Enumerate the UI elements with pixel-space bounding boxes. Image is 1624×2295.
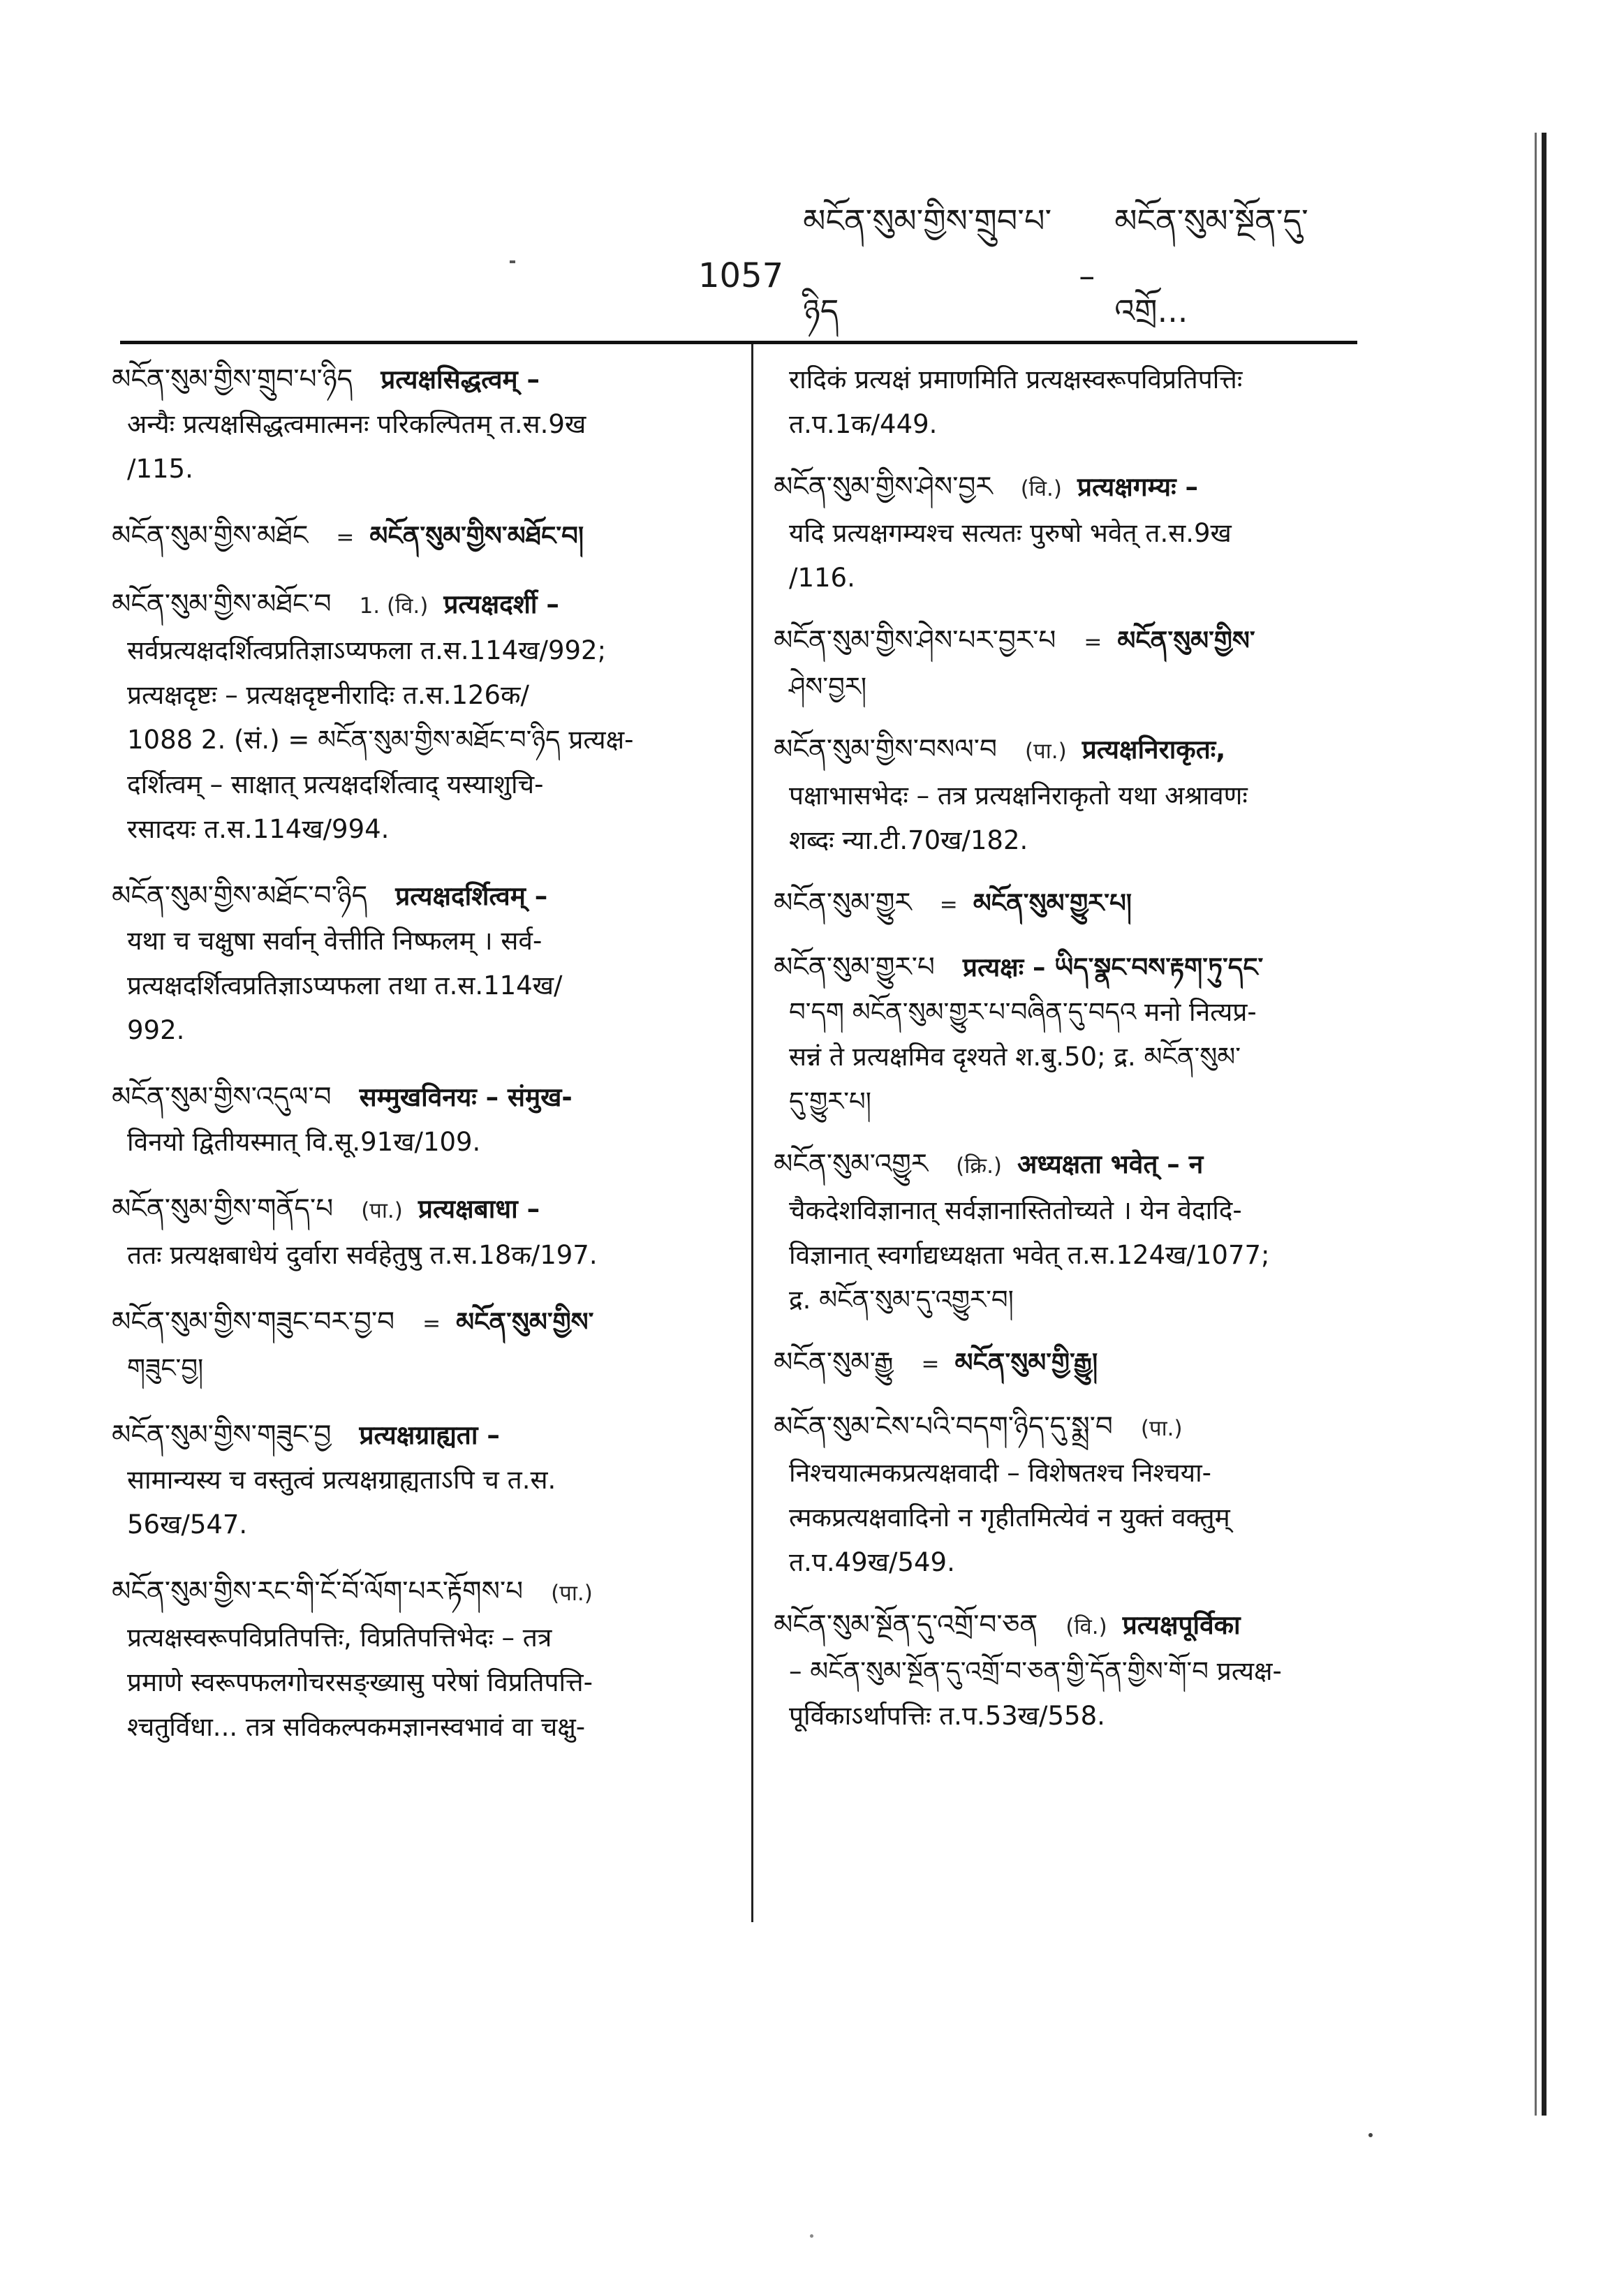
entry-sanskrit-equivalent: མངོན་སུམ་གྱིས་མཐོང་བ། xyxy=(369,521,584,551)
page-number: 1057 xyxy=(698,256,784,295)
entry-grammar: = xyxy=(921,1352,940,1377)
entry-headword: མངོན་སུམ་གྱིས་མཐོང་བ་ཉིད xyxy=(112,880,368,912)
entry-body-line: བ་དག མངོན་སུམ་གྱུར་པ་བཞིན་དུ་བདའ मनो नित्यप्र- xyxy=(789,997,1257,1027)
entry-body-line: शब्दः न्या.टी.70ख/182. xyxy=(789,825,1028,855)
column-divider xyxy=(751,344,753,1922)
entry-headword: མངོན་སུམ་འགྱུར xyxy=(774,1149,929,1180)
right-column xyxy=(774,357,1374,1757)
dictionary-entry xyxy=(112,874,712,1053)
header-range-start: མངོན་སུམ་གྱིས་གྲུབ་པ་ཉིད xyxy=(803,202,1052,330)
entry-grammar: (वि.) xyxy=(1020,476,1062,501)
entry-headword: མངོན་སུམ་རྒྱུ xyxy=(774,1347,894,1378)
entry-grammar: = xyxy=(1084,630,1102,655)
entry-first-line xyxy=(112,1075,712,1120)
entry-first-line xyxy=(774,465,1374,511)
entry-body-line: सामान्यस्य च वस्तुत्वं प्रत्यक्षग्राह्यताऽपि च त.स. xyxy=(127,1465,556,1495)
entry-body-line: सन्नं ते प्रत्यक्षमिव दृश्यते श.बु.50; द्र. མངོན་སུམ་ xyxy=(789,1042,1241,1072)
entry-body-line: प्रत्यक्षदृष्टः – प्रत्यक्षदृष्टनीरादिः त.स.126क/ xyxy=(127,680,529,710)
entry-first-line xyxy=(112,514,712,560)
entry-sanskrit-equivalent: प्रत्यक्षनिराकृतः, xyxy=(1082,735,1226,765)
running-header xyxy=(698,202,1354,330)
entry-body-line: रादिकं प्रत्यक्षं प्रमाणमिति प्रत्यक्षस्वरूपविप्रतिपत्तिः xyxy=(789,364,1243,394)
entry-first-line xyxy=(774,1405,1374,1451)
entry-grammar: (वि.) xyxy=(1065,1614,1107,1639)
dictionary-entry xyxy=(112,1300,712,1391)
entry-headword: མངོན་སུམ་གྱིས་འདུལ་བ xyxy=(112,1082,332,1113)
entry-sanskrit-equivalent: सम्मुखविनयः – संमुख- xyxy=(359,1082,573,1112)
entry-headword: མངོན་སུམ་གྱིས་བསལ་བ xyxy=(774,734,997,765)
entry-headword: མངོན་སུམ་གྱིས་ཤེས་པར་བྱར་པ xyxy=(774,625,1056,656)
entry-body-line: द्र. མངོན་སུམ་དུ་འགྱུར་བ། xyxy=(789,1285,1014,1315)
entry-sanskrit-equivalent: प्रत्यक्षः – ཡིད་སྣང་བས་རྟག་ཏུ་དང་ xyxy=(962,952,1264,982)
entry-body-line: विज्ञानात् स्वर्गाद्यध्यक्षता भवेत् त.स.124ख/1077; xyxy=(789,1240,1270,1270)
entry-body-line: प्रमाणे स्वरूपफलगोचरसङ्ख्यासु परेषां विप्रतिपत्ति- xyxy=(127,1667,593,1697)
dictionary-entry xyxy=(774,357,1374,447)
entry-first-line xyxy=(112,1413,712,1458)
entry-grammar: = xyxy=(336,525,355,550)
entry-grammar: (पा.) xyxy=(551,1581,593,1606)
entry-headword: མངོན་སུམ་གྱིས་མཐོང་བ xyxy=(112,589,332,620)
entry-body-line: दर्शित्वम् – साक्षात् प्रत्यक्षदर्शित्वाद् यस्याशुचि- xyxy=(127,769,544,799)
binding-edge-light xyxy=(1535,133,1537,2116)
entry-body-line: त.प.1क/449. xyxy=(789,409,938,439)
entry-body-line: यथा च चक्षुषा सर्वान् वेत्तीति निष्फलम् । सर्व- xyxy=(127,926,542,956)
entry-first-line xyxy=(774,945,1374,990)
entry-first-line xyxy=(774,1603,1374,1649)
entry-headword: མངོན་སུམ་གྱིས་གྲུབ་པ་ཉིད xyxy=(112,364,353,395)
dictionary-entry xyxy=(774,881,1374,927)
entry-first-line xyxy=(774,881,1374,927)
entry-body-line: पूर्विकाऽर्थापत्तिः त.प.53ख/558. xyxy=(789,1701,1105,1731)
dictionary-entry xyxy=(112,582,712,852)
entry-headword: མངོན་སུམ་སྔོན་དུ་འགྲོ་བ་ཅན xyxy=(774,1609,1038,1641)
entry-body-line: यदि प्रत्यक्षगम्यश्च सत्यतः पुरुषो भवेत् त.स.9ख xyxy=(789,518,1232,548)
entry-headword: མངོན་སུམ་གྱུར xyxy=(774,887,912,919)
entry-body-line: चैकदेशविज्ञानात् सर्वज्ञानास्तितोच्यते । येन वेदादि- xyxy=(789,1195,1242,1225)
dictionary-entry xyxy=(112,1187,712,1278)
entry-body-line: निश्चयात्मकप्रत्यक्षवादी – विशेषतश्च निश्चया- xyxy=(789,1458,1212,1488)
dictionary-entry xyxy=(774,945,1374,1124)
dictionary-entry xyxy=(774,1405,1374,1585)
header-speck xyxy=(510,260,515,263)
entry-body-line: ཤེས་བྱར། xyxy=(789,672,867,702)
entry-sanskrit-equivalent: མངོན་སུམ་གྱིས་ xyxy=(1117,626,1255,656)
entry-grammar: 1. (वि.) xyxy=(359,593,429,619)
dictionary-entry xyxy=(112,514,712,560)
entry-headword: མངོན་སུམ་གྱིས་རང་གི་ངོ་བོ་ལོག་པར་རྟོགས་པ xyxy=(112,1576,524,1607)
entry-body-line: त.प.49ख/549. xyxy=(789,1547,955,1577)
entry-first-line xyxy=(112,1300,712,1346)
entry-sanskrit-equivalent: མངོན་སུམ་གྱི་རྒྱུ། xyxy=(954,1348,1098,1378)
entry-headword: མངོན་སུམ་གྱིས་མཐོང xyxy=(112,520,309,552)
entry-body-line: 1088 2. (सं.) = མངོན་སུམ་གྱིས་མཐོང་བ་ཉིད प्रत्यक्ष- xyxy=(127,725,634,755)
page-speck xyxy=(1368,2133,1373,2137)
dictionary-entry xyxy=(112,1570,712,1750)
entry-body-line: 56ख/547. xyxy=(127,1510,248,1540)
entry-body-line: /116. xyxy=(789,563,855,593)
dictionary-entry xyxy=(112,1075,712,1165)
dictionary-entry xyxy=(774,1341,1374,1387)
entry-sanskrit-equivalent: प्रत्यक्षगम्यः – xyxy=(1077,472,1198,502)
entry-first-line xyxy=(112,357,712,402)
header-rule xyxy=(120,341,1357,344)
entry-body-line: विनयो द्वितीयस्मात् वि.सू.91ख/109. xyxy=(127,1127,481,1157)
entry-body-line: अन्यैः प्रत्यक्षसिद्धत्वमात्मनः परिकल्पितम् त.स.9ख xyxy=(127,409,586,439)
entry-headword: མངོན་སུམ་གྱིས་གནོད་པ xyxy=(112,1193,334,1225)
entry-first-line xyxy=(774,619,1374,665)
entry-grammar: (पा.) xyxy=(361,1198,403,1223)
entry-first-line xyxy=(774,1341,1374,1387)
entry-body-line: त्मकप्रत्यक्षवादिनो न गृहीतमित्येवं न युक्तं वक्तुम् xyxy=(789,1503,1230,1533)
entry-body-line: रसादयः त.स.114ख/994. xyxy=(127,814,390,844)
dictionary-entry xyxy=(112,1413,712,1547)
dictionary-entry xyxy=(112,357,712,492)
entry-headword: མངོན་སུམ་གྱིས་གཟུང་བྱ xyxy=(112,1419,332,1451)
entry-grammar: (पा.) xyxy=(1140,1416,1183,1441)
entry-sanskrit-equivalent: प्रत्यक्षग्राह्यता – xyxy=(359,1420,500,1450)
entry-sanskrit-equivalent: प्रत्यक्षसिद्धत्वम् – xyxy=(381,364,540,394)
entry-sanskrit-equivalent: प्रत्यक्षदर्शी – xyxy=(443,589,559,619)
dictionary-entry xyxy=(774,465,1374,600)
dictionary-entry xyxy=(774,1142,1374,1322)
entry-grammar: = xyxy=(939,892,958,917)
dictionary-entry xyxy=(774,1603,1374,1739)
entry-body-line: ततः प्रत्यक्षबाधेयं दुर्वारा सर्वहेतुषु त.स.18क/197. xyxy=(127,1240,598,1270)
entry-sanskrit-equivalent: प्रत्यक्षपूर्विका xyxy=(1122,1610,1241,1640)
entry-sanskrit-equivalent: प्रत्यक्षबाधा – xyxy=(418,1194,540,1224)
left-column xyxy=(112,357,712,1772)
entry-body-line: पक्षाभासभेदः – तत्र प्रत्यक्षनिराकृतो यथा अश्रावणः xyxy=(789,781,1248,811)
entry-body-line: /115. xyxy=(127,454,193,484)
entry-body-line: सर्वप्रत्यक्षदर्शित्वप्रतिज्ञाऽप्यफला त.स.114ख/992; xyxy=(127,635,607,665)
entry-first-line xyxy=(774,1142,1374,1188)
entry-headword: མངོན་སུམ་ངེས་པའི་བདག་ཉིད་དུ་སྨྲ་བ xyxy=(774,1411,1113,1442)
entry-first-line xyxy=(774,728,1374,774)
entry-body-line: 992. xyxy=(127,1015,185,1045)
binding-edge xyxy=(1542,133,1547,2116)
entry-grammar: = xyxy=(422,1311,441,1336)
header-dash: – xyxy=(1079,257,1095,295)
entry-headword: མངོན་སུམ་གྱུར་པ xyxy=(774,952,935,983)
page-speck xyxy=(810,2234,813,2238)
entry-sanskrit-equivalent: མངོན་སུམ་གྱིས་ xyxy=(456,1307,594,1337)
entry-body-line: प्रत्यक्षस्वरूपविप्रतिपत्तिः, विप्रतिपत्तिभेदः – तत्र xyxy=(127,1623,552,1653)
entry-grammar: (क्रि.) xyxy=(956,1153,1003,1179)
entry-sanskrit-equivalent: प्रत्यक्षदर्शित्वम् – xyxy=(395,881,548,911)
entry-body-line: – མངོན་སུམ་སྔོན་དུ་འགྲོ་བ་ཅན་གྱི་དོན་གྱིས་གོ་བ प्रत्यक्ष- xyxy=(789,1656,1282,1686)
entry-headword: མངོན་སུམ་གྱིས་ཤེས་བྱར xyxy=(774,471,993,503)
dictionary-entry xyxy=(774,728,1374,863)
entry-sanskrit-equivalent: མངོན་སུམ་གྱུར་པ། xyxy=(973,888,1132,918)
entry-headword: མངོན་སུམ་གྱིས་གཟུང་བར་བྱ་བ xyxy=(112,1306,395,1338)
entry-body-line: གཟུང་བྱ། xyxy=(127,1353,204,1383)
entry-body-line: प्रत्यक्षदर्शित्वप्रतिज्ञाऽप्यफला तथा त.स.114ख/ xyxy=(127,971,563,1001)
entry-sanskrit-equivalent: अध्यक्षता भवेत् – न xyxy=(1017,1149,1204,1179)
entry-body-line: श्चतुर्विधा... तत्र सविकल्पकमज्ञानस्वभावं वा चक्षु- xyxy=(127,1712,586,1742)
entry-first-line xyxy=(112,1187,712,1233)
dictionary-entry xyxy=(774,619,1374,709)
header-range-end: མངོན་སུམ་སྔོན་དུ་འགྲོ... xyxy=(1114,202,1308,330)
entry-body-line: དུ་གྱུར་པ། xyxy=(789,1086,871,1116)
entry-first-line xyxy=(112,582,712,628)
entry-first-line xyxy=(112,874,712,919)
entry-grammar: (पा.) xyxy=(1025,739,1067,764)
entry-first-line xyxy=(112,1570,712,1616)
